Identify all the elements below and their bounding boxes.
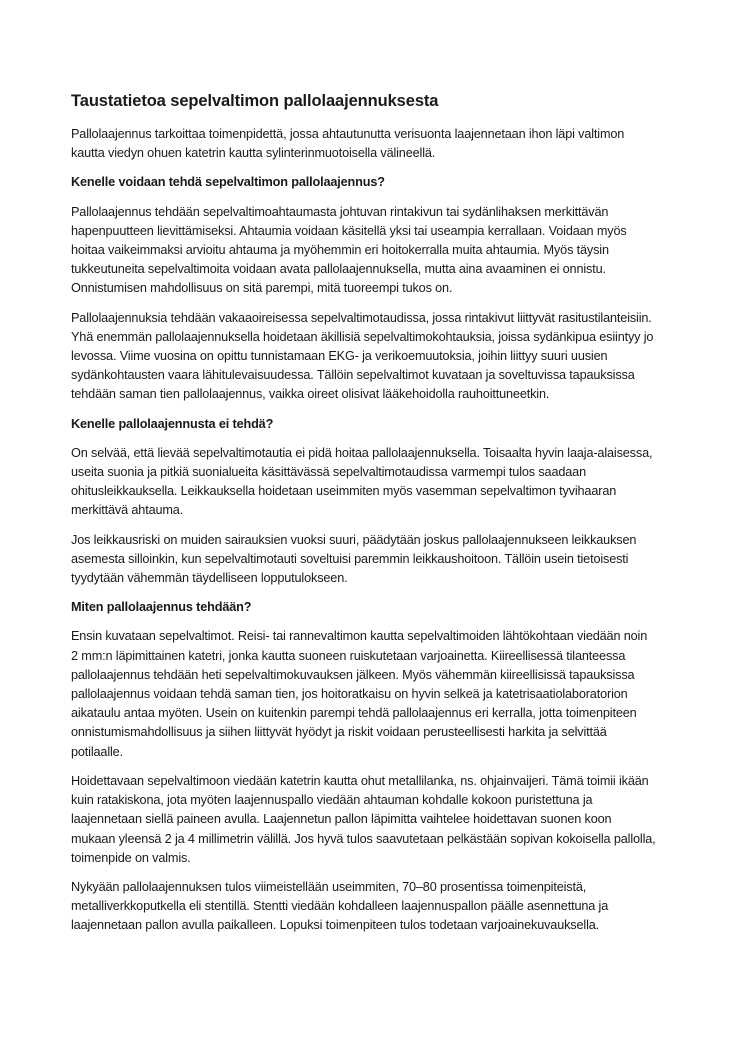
paragraph-line: merkittävä ahtauma. [71, 503, 184, 518]
paragraph-line: hoitaa vaikeimmaksi arvioitu ahtauma ja myöhemmin eri hoitokerralla muita ahtaumia. Myös täysin [71, 243, 609, 258]
paragraph [71, 203, 681, 299]
paragraph-line: Hoidettavaan sepelvaltimoon viedään katetrin kautta ohut metallilanka, ns. ohjainvaijeri. Tämä toimii ikään [71, 773, 649, 788]
section-heading: Kenelle pallolaajennusta ei tehdä? [71, 416, 274, 431]
paragraph-line: Onnistumisen mahdollisuus on sitä parempi, mitä tuoreempi tukos on. [71, 281, 453, 296]
paragraph-line: kautta viedyn ohuen katetrin kautta sylinterinmuotoisella välineellä. [71, 146, 436, 161]
paragraph-line: On selvää, että lievää sepelvaltimotautia ei pidä hoitaa pallolaajennuksella. Toisaalta hyvin laaja-alaisessa, [71, 445, 653, 460]
paragraph [71, 627, 681, 761]
paragraph-line: Ensin kuvataan sepelvaltimot. Reisi- tai rannevaltimon kautta sepelvaltimoiden lähtökohtaan viedään noin [71, 629, 648, 644]
paragraph-line: onnistumismahdollisuus ja siihen liittyvät hyödyt ja riskit voidaan perusteellisesti harkita ja selvittää [71, 725, 607, 740]
paragraph-line: potilaalle. [71, 744, 123, 759]
paragraph-line: laajennetaan siellä paineen avulla. Laajennetun pallon läpimitta vaihtelee hoidettavan suonen koon [71, 812, 612, 827]
paragraph [71, 772, 681, 868]
paragraph-line: sydänkohtausten vaara lähitulevaisuudessa. Tällöin sepelvaltimot kuvataan ja soveltuvissa tapauksissa [71, 368, 635, 383]
paragraph [71, 531, 681, 589]
paragraph [71, 309, 681, 405]
paragraph-line: useita suonia ja pitkiä suonialueita käsittävässä sepelvaltimotaudissa varmempi tulos saadaan [71, 465, 586, 480]
paragraph-line: tukkeutuneita sepelvaltimoita voidaan avata pallolaajennuksella, mutta aina avaaminen ei onnistu. [71, 262, 606, 277]
paragraph-line: metalliverkkoputkella eli stentillä. Stentti viedään kohdalleen laajennuspallon päälle asennettuna ja [71, 899, 609, 914]
paragraph-line: Pallolaajennus tarkoittaa toimenpidettä, jossa ahtautunutta verisuonta laajennetaan ihon läpi valtimon [71, 127, 625, 141]
document-body [71, 125, 681, 936]
paragraph [71, 444, 681, 521]
paragraph-line: tehdään saman tien pallolaajennus, vaikka oireet olisivat lääkehoidolla rauhoittuneetkin. [71, 387, 550, 402]
section-heading: Kenelle voidaan tehdä sepelvaltimon pallolaajennus? [71, 175, 385, 190]
paragraph-line: tyydytään vähemmän täydelliseen lopputulokseen. [71, 571, 348, 586]
paragraph-line: Yhä enemmän pallolaajennuksella hoidetaan äkillisiä sepelvaltimokohtauksia, joissa sydänkipua esiintyy jo [71, 329, 654, 344]
paragraph-line: pallolaajennus tehdään heti sepelvaltimokuvauksen jälkeen. Myös vähemmän kiireellisissä tapauksissa [71, 667, 635, 682]
paragraph [71, 878, 681, 936]
paragraph-line: toimenpide on valmis. [71, 850, 191, 865]
paragraph-line: kuin ratakiskona, jota myöten laajennuspallo viedään ahtauman kohdalle kokoon puristettuna ja [71, 793, 593, 808]
paragraph-line: pallolaajennus voidaan tehdä saman tien, jos hoitoratkaisu on hyvin selkeä ja katetrisaatiolaboratorion [71, 687, 628, 702]
section-heading: Miten pallolaajennus tehdään? [71, 600, 252, 615]
paragraph-line: hapenpuutteen lievittämiseksi. Ahtaumia voidaan käsitellä yksi tai useampia kerrallaan. Voidaan myös [71, 223, 627, 238]
paragraph-line: mukaan yleensä 2 ja 4 millimetrin välillä. Jos hyvä tulos saavutetaan pelkästään sopivan kokoisella pallolla, [71, 831, 656, 846]
paragraph-line: Nykyään pallolaajennuksen tulos viimeistellään useimmiten, 70–80 prosentissa toimenpiteistä, [71, 879, 587, 894]
paragraph-line: Jos leikkausriski on muiden sairauksien vuoksi suuri, päädytään joskus pallolaajennukseen leikkauksen [71, 532, 637, 547]
paragraph [71, 125, 681, 163]
paragraph-line: 2 mm:n läpimittainen katetri, jonka kautta suoneen ruiskutetaan varjoainetta. Kiireellisessä tilanteessa [71, 648, 626, 663]
paragraph-line: Pallolaajennuksia tehdään vakaaoireisessa sepelvaltimotaudissa, jossa rintakivut liittyvät rasitustilanteisiin. [71, 310, 652, 325]
document-page [71, 91, 681, 946]
paragraph-line: levossa. Viime vuosina on opittu tunnistamaan EKG- ja verikoemuutoksia, joihin liittyy suuri uusien [71, 349, 608, 364]
paragraph-line: laajennetaan pallon avulla paikalleen. Lopuksi toimenpiteen tulos todetaan varjoainekuvauksella. [71, 918, 600, 933]
paragraph-line: aikataulu antaa myöten. Usein on kuitenkin parempi tehdä pallolaajennus eri kerralla, jotta toimenpiteen [71, 706, 637, 721]
paragraph-line: asemesta silloinkin, kun sepelvaltimotauti soveltuisi paremmin leikkaushoitoon. Tällöin usein tietoisesti [71, 551, 629, 566]
paragraph-line: Pallolaajennus tehdään sepelvaltimoahtaumasta johtuvan rintakivun tai sydänlihaksen merkittävän [71, 204, 609, 219]
document-title: Taustatietoa sepelvaltimon pallolaajennuksesta [71, 92, 439, 110]
paragraph-line: ohitusleikkauksella. Leikkauksella hoidetaan useimmiten myös vasemman sepelvaltimon tyvihaaran [71, 484, 617, 499]
